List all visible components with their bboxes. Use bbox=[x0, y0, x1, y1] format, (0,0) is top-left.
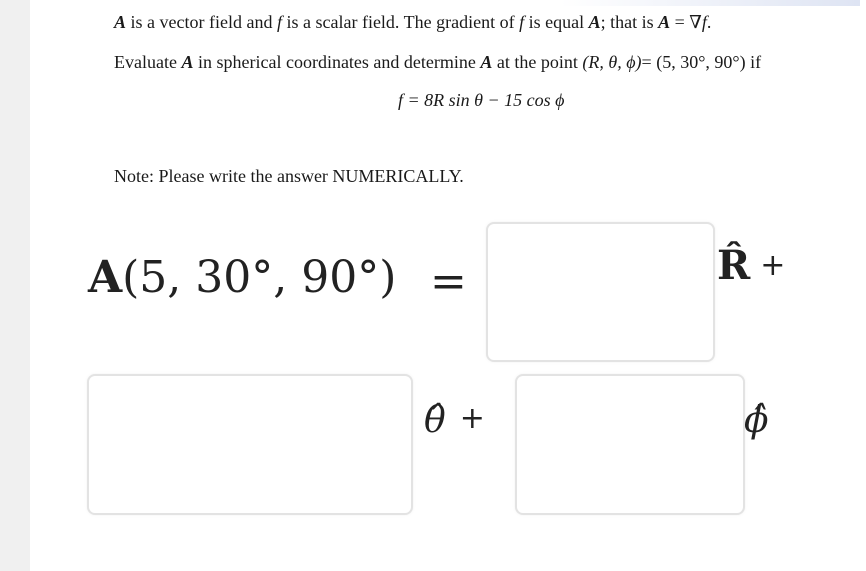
theta-hat-unit: θ̂ + bbox=[424, 400, 485, 441]
r-hat-unit: R̂ + bbox=[717, 242, 786, 289]
r-component-input[interactable] bbox=[486, 222, 715, 362]
formula: f = 8R sin θ − 15 cos ϕ bbox=[398, 90, 565, 110]
phi-component-input[interactable] bbox=[515, 374, 745, 515]
top-shadow bbox=[560, 0, 860, 6]
problem-line-2: Evaluate A in spherical coordinates and determine A at the point (R, θ, ϕ)= (5, 30°, 90°) if bbox=[114, 52, 762, 72]
left-margin-bar bbox=[0, 0, 30, 571]
answer-lhs: A(5, 30°, 90°) bbox=[88, 252, 397, 303]
problem-line-1: A is a vector field and f is a scalar field. The gradient of f is equal A; that is A = ∇f. bbox=[114, 12, 712, 32]
note-text: Note: Please write the answer NUMERICALLY. bbox=[114, 166, 464, 186]
phi-hat-unit: ϕ̂ bbox=[744, 400, 769, 441]
theta-component-input[interactable] bbox=[87, 374, 413, 515]
equals-sign: = bbox=[430, 256, 467, 307]
